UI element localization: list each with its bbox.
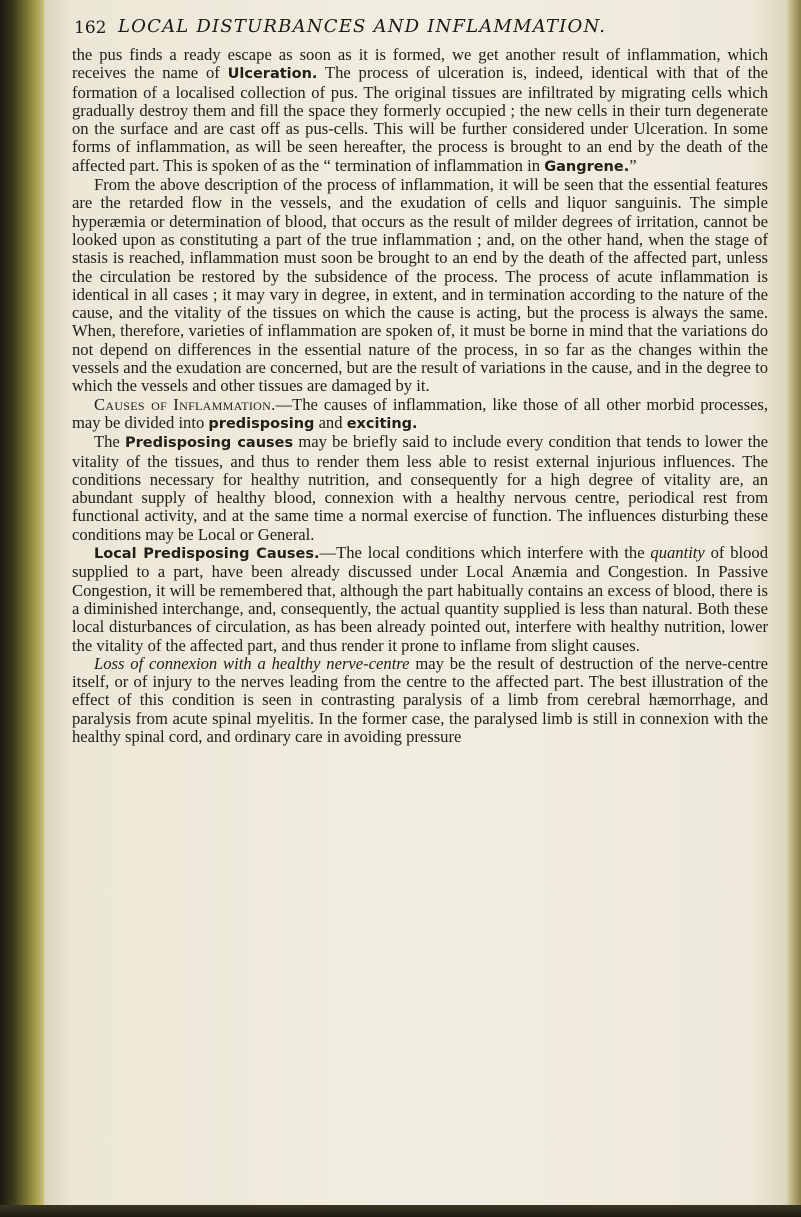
term-ulceration: Ulceration. — [227, 66, 318, 83]
book-page — [44, 0, 787, 1205]
term-predisposing-causes: Predisposing causes — [125, 435, 294, 452]
running-title: LOCAL DISTURBANCES AND INFLAMMATION. — [118, 16, 607, 37]
paragraph-causes — [72, 396, 768, 434]
text-run: of blood supplied to a part, have been already discussed under Local Anæmia and Congestion. In Passive Congestion, it will be remembered that, although the part habitually contains an excess of blood, there is a diminished interchange, and, consequently, the actual quantity supplied is less than natural. Both these local disturbances of circulation, as has been already pointed out, interfere with healthy nutrition, lower the vitality of the affected part, and thus render it prone to inflame from slight causes. — [72, 543, 768, 655]
text-run: may be briefly said to include every condition that tends to lower the vitality of the tissues, and thus to render them less able to resist external injurious influences. The conditions necessary for healthy nutrition, and consequently for a high degree of vitality are, an abundant supply of healthy blood, connexion with a healthy nervous centre, periodical rest from functional activity, and at the same time a normal exercise of function. The influences disturbing these conditions may be Local or General. — [72, 432, 768, 544]
paragraph-essential-features: From the above description of the process of inflammation, it will be seen that the essential features are the retarded flow in the vessels, and the exudation of cells and liquor sanguinis. The simple hyperæmia or determination of blood, that occurs as the result of milder degrees of irritation, cannot be looked upon as constituting a part of the true inflammation ; and, on the other hand, when the stage of stasis is reached, inflammation must soon be brought to an end by the death of the affected part, unless the circulation be restored by the subsidence of the process. The process of acute inflammation is identical in all cases ; it may vary in degree, in extent, and in termination according to the nature of the cause, and the vitality of the tissues on which the cause is acting, but the process is always the same. When, therefore, varieties of inflammation are spoken of, it must be borne in mind that the variations do not depend on differences in the essential nature of the process, in so far as the changes within the vessels and the exudation are concerned, but are the result of variations in the cause, and in the degree to which the vessels and other tissues are damaged by it. — [72, 175, 768, 396]
running-head — [74, 14, 764, 44]
term-loss-of-connexion: Loss of connexion with a healthy nerve-centre — [94, 653, 410, 673]
paragraph-local-predisposing — [72, 544, 768, 655]
paragraph-nerve-centre — [72, 655, 768, 746]
book-spine — [0, 0, 44, 1217]
text-run: may be the result of destruction of the nerve-centre itself, or of injury to the nerves leading from the centre to the affected part. The best illustration of the effect of this condition is seen in contrasting paralysis of a limb from cerebral hæmorrhage, and paralysis from acute spinal myelitis. In the former case, the paralysed limb is still in connexion with the healthy spinal cord, and ordinary care in avoiding pressure — [72, 653, 768, 746]
page-number: 162 — [74, 18, 107, 38]
text-run: —The causes of inflammation, like those of all other morbid processes, may be divided into — [72, 394, 768, 432]
page-edge-bottom — [0, 1205, 801, 1217]
term-quantity: quantity — [650, 543, 705, 563]
text-run: The — [94, 432, 125, 452]
section-heading-causes: Causes of Inflammation. — [94, 394, 276, 414]
text-run: ” — [629, 155, 637, 175]
text-run: the pus finds a ready escape as soon as it is formed, we get another result of inflammation, which receives the name of — [72, 45, 768, 83]
term-predisposing: predisposing — [208, 415, 315, 432]
text-run: and — [314, 412, 347, 432]
body-text — [72, 46, 768, 746]
text-run: —The local conditions which interfere with the — [319, 543, 651, 563]
term-exciting: exciting. — [346, 415, 418, 432]
text-run: The process of ulceration is, indeed, identical with that of the formation of a localised collection of pus. The original tissues are infiltrated by migrating cells which gradually destroy them and fill the space they formerly occupied ; the new cells in their turn degenerate on the surface and are cast off as pus-cells. This will be further considered under Ulceration. In some forms of inflammation, as will be seen hereafter, the process is brought to an end by the death of the affected part. This is spoken of as the “ termination of inflammation in — [72, 63, 768, 175]
term-gangrene: Gangrene. — [544, 158, 630, 175]
paragraph-ulceration — [72, 46, 768, 176]
section-heading-local-predisposing: Local Predisposing Causes. — [94, 546, 320, 563]
paragraph-predisposing — [72, 433, 768, 544]
page-edge-right — [787, 0, 801, 1217]
